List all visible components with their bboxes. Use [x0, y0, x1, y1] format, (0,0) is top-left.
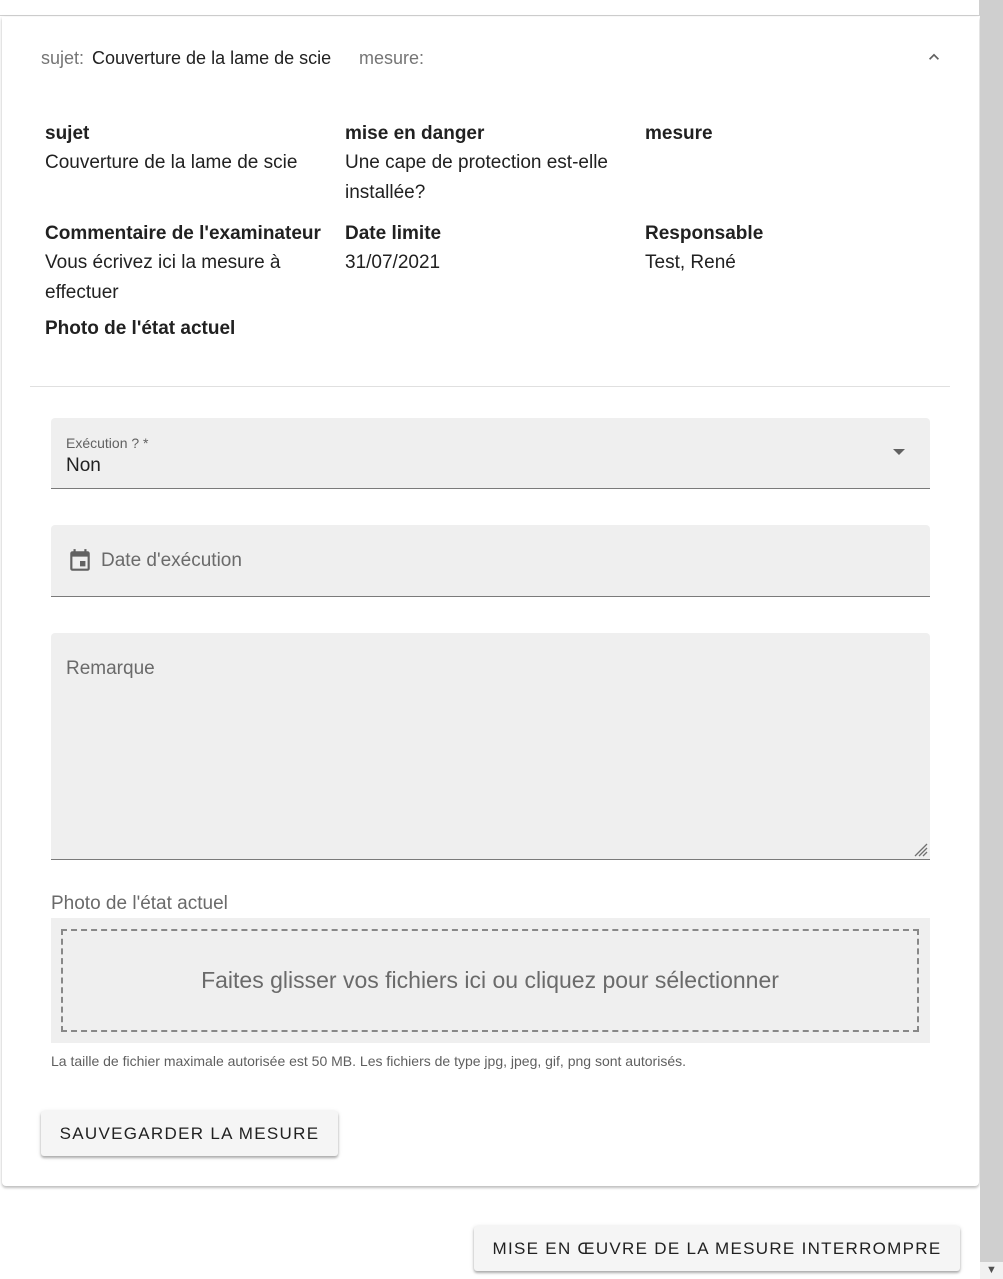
detail-deadline-value: 31/07/2021 — [345, 252, 441, 273]
remark-placeholder: Remarque — [66, 658, 155, 679]
header-subject-value: Couverture de la lame de scie — [92, 48, 332, 68]
detail-responsible-title: Responsable — [645, 223, 764, 244]
calendar-icon[interactable] — [67, 548, 93, 574]
detail-responsible-value: Test, René — [645, 252, 736, 273]
resize-handle-icon[interactable] — [910, 839, 928, 857]
detail-comment-value-line2: effectuer — [45, 282, 119, 303]
execution-select[interactable] — [51, 418, 930, 489]
header-measure-label: mesure: — [359, 48, 425, 68]
execution-date-placeholder: Date d'exécution — [101, 550, 242, 571]
file-size-hint: La taille de fichier maximale autorisée est 50 MB. Les fichiers de type jpg, jpeg, gif, png sont autorisés. — [51, 1053, 687, 1069]
header-subject-label: sujet: — [41, 48, 85, 68]
detail-hazard-value-line1: Une cape de protection est-elle — [345, 152, 608, 173]
execution-select-label: Exécution ? * — [66, 435, 149, 451]
panel-header[interactable] — [2, 17, 979, 97]
scroll-down-arrow-icon[interactable]: ▼ — [980, 1262, 1003, 1279]
photo-dropzone-area[interactable]: Faites glisser vos fichiers ici ou cliquez pour sélectionner — [61, 929, 919, 1032]
detail-deadline-title: Date limite — [345, 223, 442, 244]
previous-panel-edge — [0, 0, 980, 16]
arrow-drop-down-icon[interactable] — [891, 446, 907, 458]
scrollbar-thumb[interactable] — [980, 0, 1003, 1262]
section-divider — [30, 386, 950, 387]
detail-subject-value: Couverture de la lame de scie — [45, 152, 298, 173]
detail-comment-value-line1: Vous écrivez ici la mesure à — [45, 252, 281, 273]
detail-measure-title: mesure — [645, 123, 713, 144]
save-measure-button[interactable]: SAUVEGARDER LA MESURE — [41, 1111, 338, 1156]
detail-photo-title: Photo de l'état actuel — [45, 318, 236, 339]
remark-textarea[interactable] — [51, 633, 930, 860]
chevron-up-icon[interactable] — [924, 47, 944, 67]
execution-date-field[interactable] — [51, 525, 930, 597]
execution-select-value: Non — [66, 455, 101, 476]
photo-upload-label: Photo de l'état actuel — [51, 893, 228, 914]
detail-subject-title: sujet — [45, 123, 90, 144]
detail-comment-title: Commentaire de l'examinateur — [45, 223, 321, 244]
detail-hazard-value-line2: installée? — [345, 182, 426, 203]
interrupt-measure-button[interactable]: MISE EN ŒUVRE DE LA MESURE INTERROMPRE — [474, 1226, 960, 1271]
detail-hazard-title: mise en danger — [345, 123, 485, 144]
photo-dropzone[interactable] — [51, 918, 930, 1043]
